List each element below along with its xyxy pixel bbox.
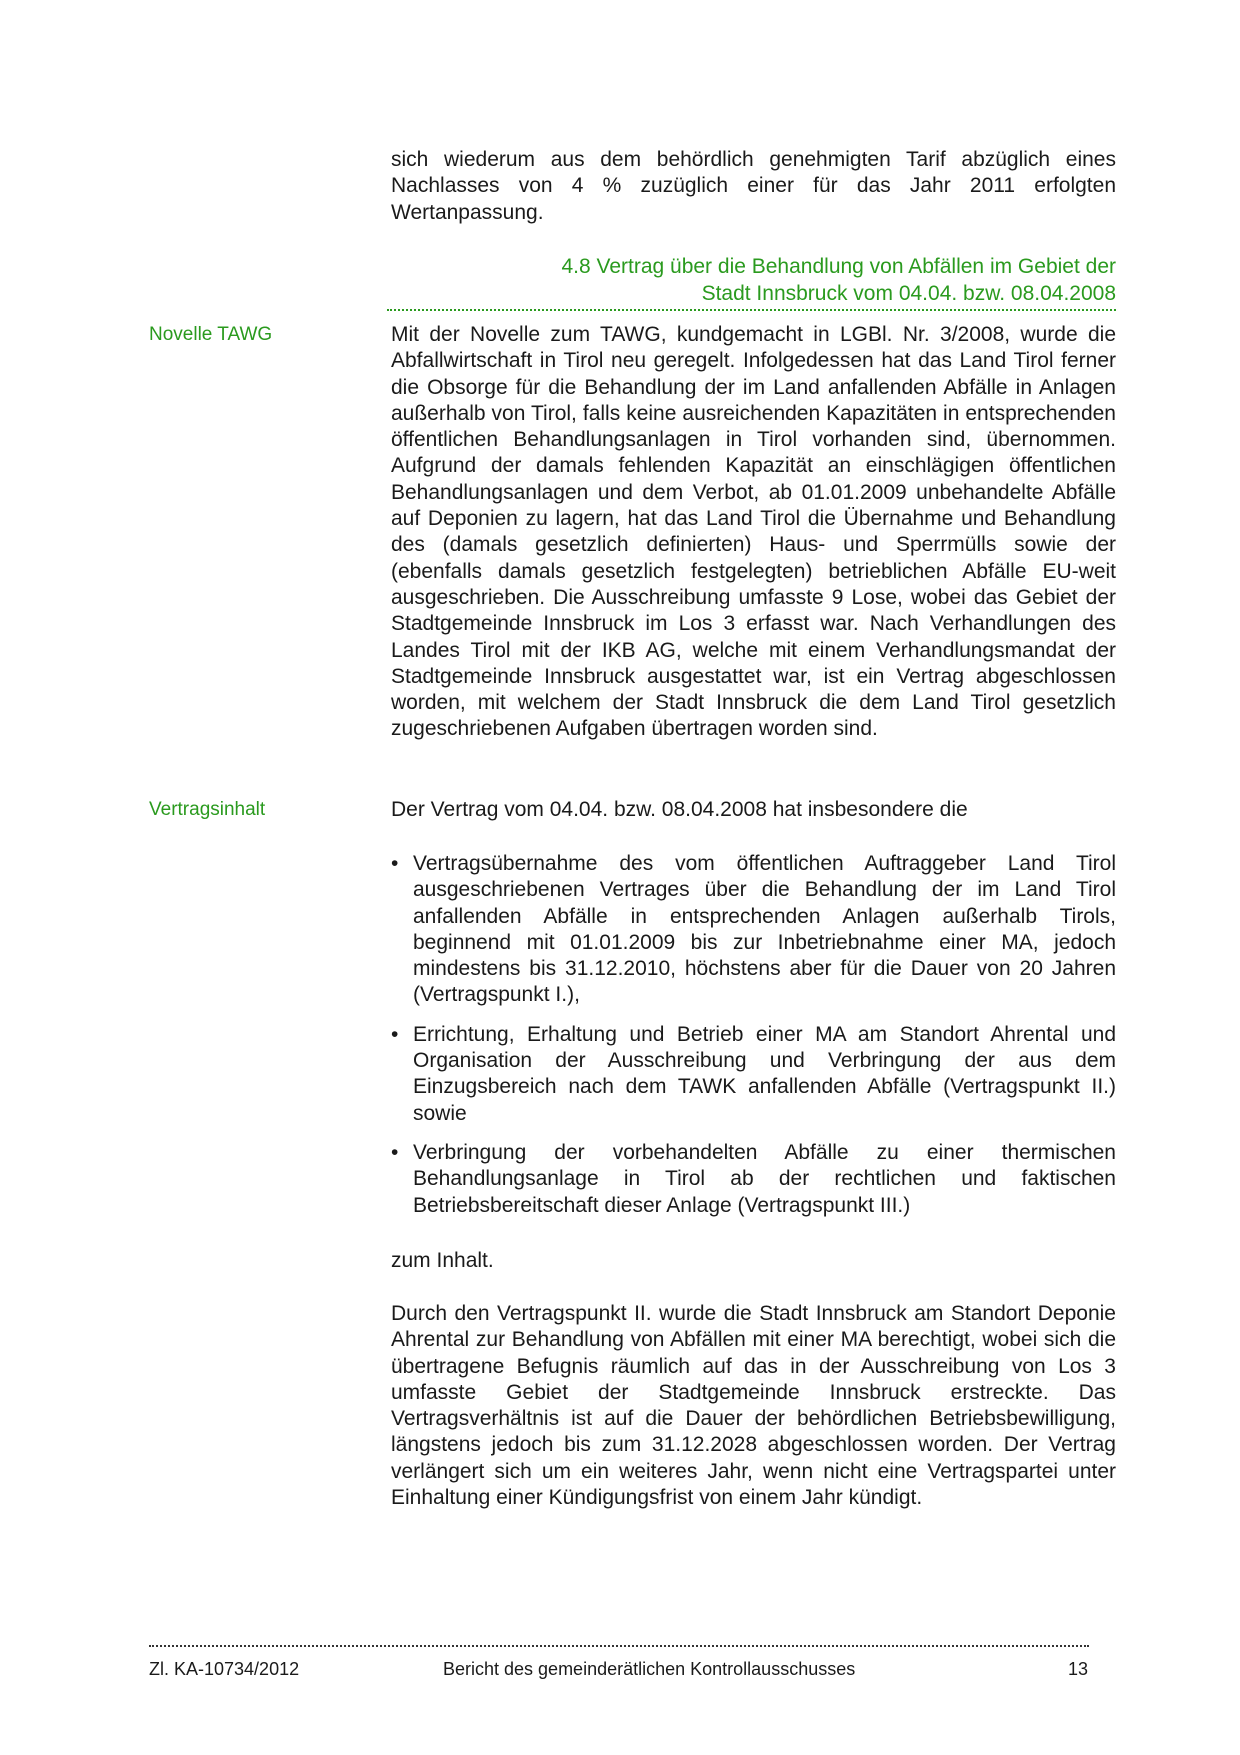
list-item	[391, 851, 1116, 1009]
heading-dotted-rule	[387, 309, 1116, 311]
paragraph-novelle: Mit der Novelle zum TAWG, kundgemacht in LGBl. Nr. 3/2008, wurde die Abfallwirtschaft in Tirol neu geregelt. Infolgedessen hat das Land Tirol ferner die Obsorge für die Behandlung der im Land anfallenden Abfälle in Anlagen außerhalb von Tirol, falls keine ausreichenden Kapazitäten in entsprechenden öffentlichen Behandlungsanlagen in Tirol vorhanden sind, übernommen. Aufgrund der damals fehlenden Kapazität an einschlägigen öffentlichen Behandlungsanlagen und dem Verbot, ab 01.01.2009 unbehandelte Abfälle auf Deponien zu lagern, hat das Land Tirol die Übernahme und Behandlung des (damals gesetzlich definierten) Haus- und Sperrmülls sowie der (ebenfalls damals gesetzlich festgelegten) betrieblichen Abfälle EU-weit ausgeschrieben. Die Ausschreibung umfasste 9 Lose, wobei das Gebiet der Stadtgemeinde Innsbruck im Los 3 erfasst war. Nach Verhandlungen des Landes Tirol mit der IKB AG, welche mit einem Verhandlungsmandat der Stadtgemeinde Innsbruck ausgestattet war, ist ein Vertrag abgeschlossen worden, mit welchem der Stadt Innsbruck die dem Land Tirol gesetzlich zugeschriebenen Aufgaben übertragen worden sind.	[391, 323, 1116, 741]
bullet-icon: •	[391, 1022, 399, 1046]
list-item-text: Vertragsübernahme des vom öffentlichen Auftraggeber Land Tirol ausgeschriebenen Vertrages über die Behandlung der im Land Tirol anfallenden Abfälle in entsprechenden Anlagen außerhalb Tirols, beginnend mit 01.01.2009 bis zur Inbetriebnahme einer MA, jedoch mindestens bis 31.12.2010, höchstens aber für die Dauer von 20 Jahren (Vertragspunkt I.),	[413, 852, 1116, 1007]
list-item-text: Errichtung, Erhaltung und Betrieb einer MA am Standort Ahrental und Organisation der Ausschreibung und Verbringung der aus dem Einzugsbereich nach dem TAWK anfallenden Abfälle (Vertragspunkt II.) sowie	[413, 1022, 1116, 1125]
paragraph-vertrag-intro: Der Vertrag vom 04.04. bzw. 08.04.2008 hat insbesondere die	[391, 798, 968, 821]
section-heading-line1: 4.8 Vertrag über die Behandlung von Abfällen im Gebiet der	[561, 255, 1116, 278]
section-heading	[391, 254, 1116, 307]
list-item	[391, 1140, 1116, 1219]
margin-note-novelle: Novelle TAWG	[149, 324, 273, 345]
paragraph-vertragspunkt: Durch den Vertragspunkt II. wurde die Stadt Innsbruck am Standort Deponie Ahrental zur Behandlung von Abfällen mit einer MA berechtigt, wobei sich die übertragene Befugnis räumlich auf das in der Ausschreibung von Los 3 umfasste Gebiet der Stadtgemeinde Innsbruck erstreckte. Das Vertragsverhältnis ist auf die Dauer der behördlichen Betriebsbewilligung, längstens jedoch bis zum 31.12.2028 abgeschlossen worden. Der Vertrag verlängert sich um ein weiteres Jahr, wenn nicht eine Vertragspartei unter Einhaltung einer Kündigungsfrist von einem Jahr kündigt.	[391, 1302, 1116, 1510]
footer-dotted-rule	[149, 1645, 1089, 1647]
paragraph-zum-inhalt: zum Inhalt.	[391, 1249, 494, 1272]
list-item	[391, 1022, 1116, 1127]
contract-items-list	[391, 851, 1116, 1232]
footer-reference: Zl. KA-10734/2012	[149, 1659, 300, 1679]
list-item-text: Verbringung der vorbehandelten Abfälle zu einer thermischen Behandlungsanlage in Tirol ab der rechtlichen und faktischen Betriebsbereitschaft dieser Anlage (Vertragspunkt III.)	[413, 1140, 1116, 1217]
page-number: 13	[1068, 1659, 1089, 1679]
bullet-icon: •	[391, 852, 399, 875]
margin-note-vertragsinhalt: Vertragsinhalt	[149, 799, 266, 820]
section-heading-line2: Stadt Innsbruck vom 04.04. bzw. 08.04.2008	[701, 281, 1116, 305]
footer-title: Bericht des gemeinderätlichen Kontrollausschusses	[443, 1659, 856, 1679]
bullet-icon: •	[391, 1140, 399, 1164]
intro-paragraph: sich wiederum aus dem behördlich genehmigten Tarif abzüglich eines Nachlasses von 4 % zuzüglich einer für das Jahr 2011 erfolgten Wertanpassung.	[391, 148, 1116, 224]
